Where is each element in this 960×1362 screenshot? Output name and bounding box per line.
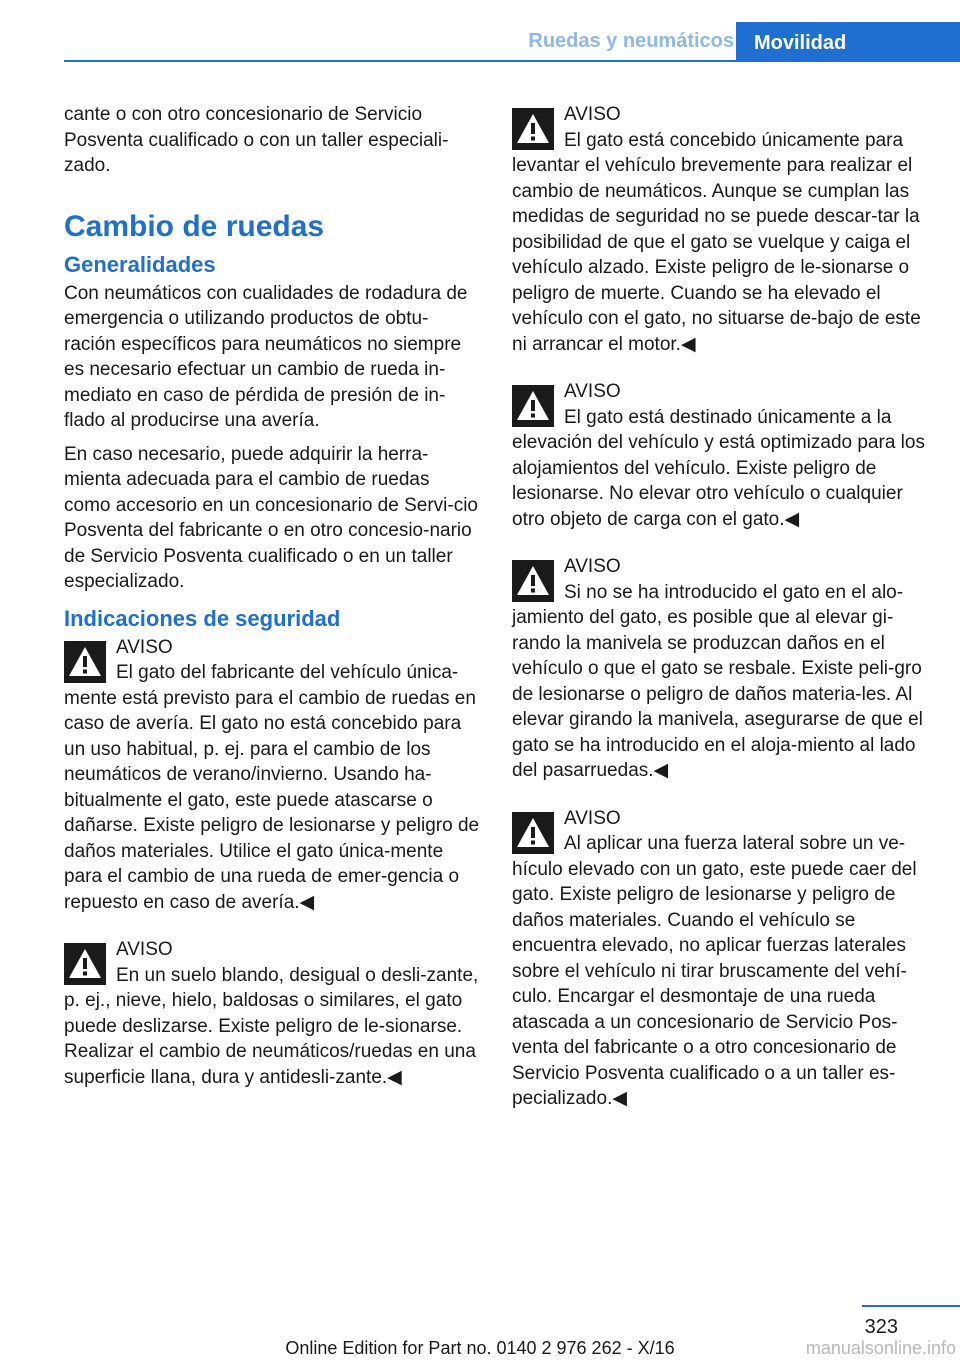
warning-title: AVISO [564, 807, 621, 829]
paragraph: En caso necesario, puede adquirir la herra‐mienta adecuada para el cambio de ruedas como accesorio en un concesionario de Servi‐cio Posventa del fabricante o en otro concesio‐nario de Servicio Posventa cualificado o en un taller especializado. [64, 443, 478, 592]
watermark: manualsonline.info [805, 1338, 956, 1358]
warning-text: El gato está concebido únicamente para levantar el vehículo brevemente para realizar el cambio de neumáticos. Aunque se cumplan las medidas de seguridad no se puede descar‐tar la posibilidad de que el gato se vuelque y caiga el vehículo alzado. Existe peligro de le‐sionarse o peligro de muerte. Cuando se ha elevado el vehículo con el gato, no situarse de‐bajo de este ni arrancar el motor.◀ [512, 129, 921, 355]
warning-text: Al aplicar una fuerza lateral sobre un ve‐hículo elevado con un gato, este puede caer del gato. Existe peligro de lesionarse y peligro de daños materiales. Cuando el vehículo se encuentra elevado, no aplicar fuerzas laterales sobre el vehículo ni tirar bruscamente del vehí‐culo. Encargar el desmontaje de una rueda atascada a un concesionario de Servicio Pos‐venta del fabricante o a otro concesionario de Servicio Posventa cualificado o a un taller es‐pecializado.◀ [512, 833, 917, 1109]
warning-text: Si no se ha introducido el gato en el alo‐jamiento del gato, es posible que al elevar gi‐rando la manivela se produzcan daños en el vehículo o que el gato se resbale. Existe peli‐gro de lesionarse o peligro de daños materia‐les. Al elevar girando la manivela, asegurarse de que el gato se ha introducido en el aloja‐miento al lado del pasarruedas.◀ [512, 581, 923, 781]
right-column [512, 102, 928, 1134]
warning-title: AVISO [116, 636, 173, 658]
warning-block [512, 554, 928, 784]
warning-block [512, 102, 928, 357]
paragraph: Con neumáticos con cualidades de rodadura de emergencia o utilizando productos de obtu‐ración específicos para neumáticos no siempre es necesario efectuar un cambio de rueda in‐mediato en caso de pérdida de presión de in‐flado al producirse una avería. [64, 282, 468, 431]
warning-text: El gato del fabricante del vehículo única‐mente está previsto para el cambio de ruedas en caso de avería. El gato no está concebido para un uso habitual, p. ej. para el cambio de los neumáticos de verano/invierno. Usando ha‐bitualmente el gato, este puede atascarse o dañarse. Existe peligro de lesionarse y peligro de daños materiales. Utilice el gato única‐mente para el cambio de una rueda de emer‐gencia o repuesto en caso de avería.◀ [64, 662, 480, 913]
warning-block [512, 806, 928, 1112]
header-rule [64, 60, 960, 62]
warning-block [64, 635, 480, 916]
footer-edition-text: Online Edition for Part no. 0140 2 976 262 - X/16 [285, 1338, 675, 1358]
warning-text: En un suelo blando, desigual o desli‐zante, p. ej., nieve, hielo, baldosas o similares, el gato puede deslizarse. Existe peligro de le‐sionarse. Realizar el cambio de neumáticos/ruedas en una superficie llana, dura y antidesli‐zante.◀ [64, 964, 479, 1088]
warning-text: El gato está destinado únicamente a la elevación del vehículo y está optimizado para los alojamientos del vehículo. Existe peligro de lesionarse. No elevar otro vehículo o cualquier otro objeto de carga con el gato.◀ [512, 406, 925, 530]
left-column [64, 102, 480, 1112]
page-number: 323 [864, 1316, 898, 1338]
warning-triangle-icon [64, 641, 106, 683]
subheading-seguridad: Indicaciones de seguridad [64, 605, 341, 631]
warning-title: AVISO [564, 556, 621, 577]
warning-triangle-icon [512, 812, 554, 854]
warning-triangle-icon [64, 943, 106, 985]
warning-block [512, 379, 928, 532]
section-heading: Cambio de ruedas [64, 209, 325, 243]
warning-title: AVISO [564, 104, 621, 125]
warning-triangle-icon [512, 108, 554, 150]
intro-paragraph: cante o con otro concesionario de Servicio Posventa cualificado o con un taller especiali‐zado. [64, 104, 449, 176]
warning-triangle-icon [512, 560, 554, 602]
warning-title: AVISO [116, 939, 173, 960]
footer-rule [862, 1305, 960, 1307]
header-section-title: Ruedas y neumáticos [528, 30, 734, 52]
warning-title: AVISO [564, 381, 621, 402]
warning-block [64, 937, 480, 1090]
subheading-generalidades: Generalidades [64, 251, 216, 277]
warning-triangle-icon [512, 385, 554, 427]
header-chapter-tab: Movilidad [736, 22, 960, 60]
